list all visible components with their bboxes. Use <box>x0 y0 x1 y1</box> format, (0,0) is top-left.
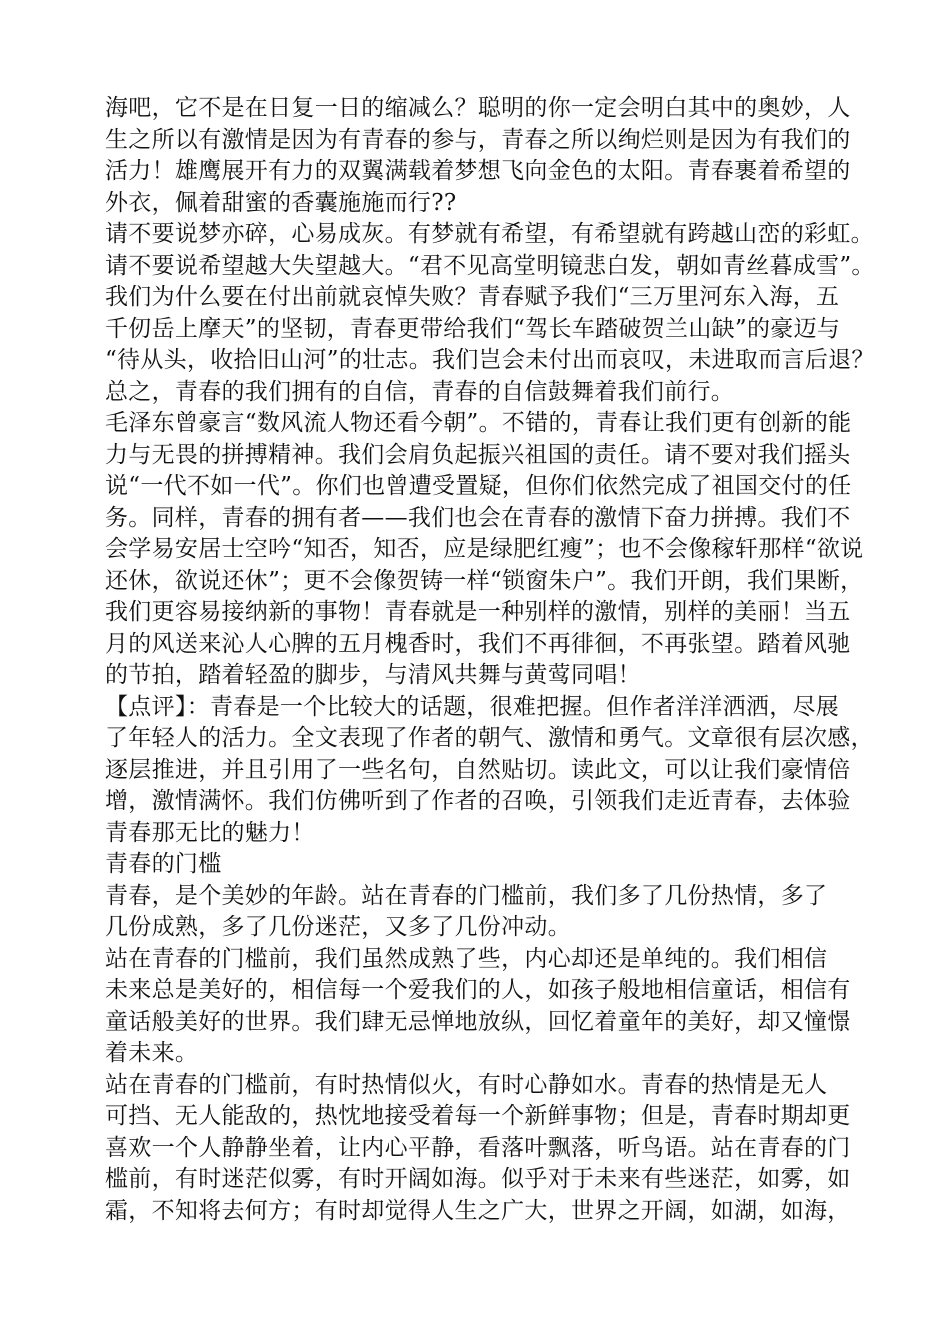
text-line: 可挡、无人能敌的，热忱地接受着每一个新鲜事物；但是，青春时期却更 <box>105 1103 851 1129</box>
comment-line: 逐层推进，并且引用了一些名句，自然贴切。读此文，可以让我们豪情倍 <box>105 756 851 783</box>
text-line: 的节拍，踏着轻盈的脚步，与清风共舞与黄莺同唱！ <box>105 662 641 688</box>
text-line: 几份成熟，多了几份迷茫，又多了几份冲动。 <box>105 914 571 940</box>
text-line: 力与无畏的拼搏精神。我们会肩负起振兴祖国的责任。请不要对我们摇头 <box>105 441 851 468</box>
text-line: 生之所以有激情是因为有青春的参与，青春之所以绚烂则是因为有我们的 <box>105 126 851 153</box>
text-line: 青春，是个美妙的年龄。站在青春的门槛前，我们多了几份热情，多了 <box>105 882 828 909</box>
text-line: 说“一代不如一代”。你们也曾遭受置疑，但你们依然完成了祖国交付的任 <box>105 473 852 499</box>
text-line: 总之，青春的我们拥有的自信，青春的自信鼓舞着我们前行。 <box>105 378 735 405</box>
text-line: 槛前，有时迷茫似雾，有时开阔如海。似乎对于未来有些迷茫，如雾，如 <box>105 1166 851 1192</box>
text-line: “待从头，收拾旧山河”的壮志。我们岂会未付出而哀叹，未进取而言后退？ <box>105 347 875 373</box>
document-body <box>105 93 875 1227</box>
text-line: 我们为什么要在付出前就哀悼失败？青春赋予我们“三万里河东入海，五 <box>105 284 840 310</box>
essay-title: 青春的门槛 <box>105 851 222 877</box>
text-line: 活力！雄鹰展开有力的双翼满载着梦想飞向金色的太阳。青春裹着希望的 <box>105 158 851 184</box>
text-line: 未来总是美好的，相信每一个爱我们的人，如孩子般地相信童话，相信有 <box>105 977 851 1003</box>
text-line: 请不要说希望越大失望越大。“君不见高堂明镜悲白发，朝如青丝暮成雪”。 <box>105 252 875 279</box>
text-line: 童话般美好的世界。我们肆无忌惮地放纵，回忆着童年的美好，却又憧憬 <box>105 1008 851 1035</box>
text-line: 霜，不知将去何方；有时却觉得人生之广大，世界之开阔，如湖，如海， <box>105 1197 851 1224</box>
text-line: 千仞岳上摩天”的坚韧，青春更带给我们“驾长车踏破贺兰山缺”的豪迈与 <box>105 315 841 342</box>
text-line: 还休，欲说还休”；更不会像贺铸一样“锁窗朱户”。我们开朗，我们果断， <box>105 567 864 594</box>
text-line: 站在青春的门槛前，有时热情似火，有时心静如水。青春的热情是无人 <box>105 1071 828 1098</box>
text-line: 毛泽东曾豪言“数风流人物还看今朝”。不错的，青春让我们更有创新的能 <box>105 410 852 436</box>
comment-line: 了年轻人的活力。全文表现了作者的朝气、激情和勇气。文章很有层次感， <box>105 725 874 751</box>
text-line: 会学易安居士空吟“知否，知否，应是绿肥红瘦”；也不会像稼轩那样“欲说 <box>105 536 864 562</box>
text-line: 务。同样，青春的拥有者——我们也会在青春的激情下奋力拼搏。我们不 <box>105 504 851 531</box>
text-line: 月的风送来沁人心脾的五月槐香时，我们不再徘徊，不再张望。踏着风驰 <box>105 630 851 657</box>
text-line: 站在青春的门槛前，我们虽然成熟了些，内心却还是单纯的。我们相信 <box>105 945 828 972</box>
text-line: 着未来。 <box>105 1040 199 1066</box>
text-line: 海吧，它不是在日复一日的缩减么？聪明的你一定会明白其中的奥妙，人 <box>105 95 851 121</box>
text-line: 我们更容易接纳新的事物！青春就是一种别样的激情，别样的美丽！当五 <box>105 599 851 625</box>
text-line: 外衣，佩着甜蜜的香囊施施而行?? <box>105 189 457 216</box>
text-line: 喜欢一个人静静坐着，让内心平静，看落叶飘落，听鸟语。站在青春的门 <box>105 1134 851 1161</box>
text-line: 请不要说梦亦碎，心易成灰。有梦就有希望，有希望就有跨越山峦的彩虹。 <box>105 221 874 247</box>
comment-line: 青春那无比的魅力！ <box>105 819 315 846</box>
comment-line: 【点评】：青春是一个比较大的话题，很难把握。但作者洋洋洒洒，尽展 <box>105 693 840 720</box>
comment-line: 增，激情满怀。我们仿佛听到了作者的召唤，引领我们走近青春，去体验 <box>105 788 851 814</box>
